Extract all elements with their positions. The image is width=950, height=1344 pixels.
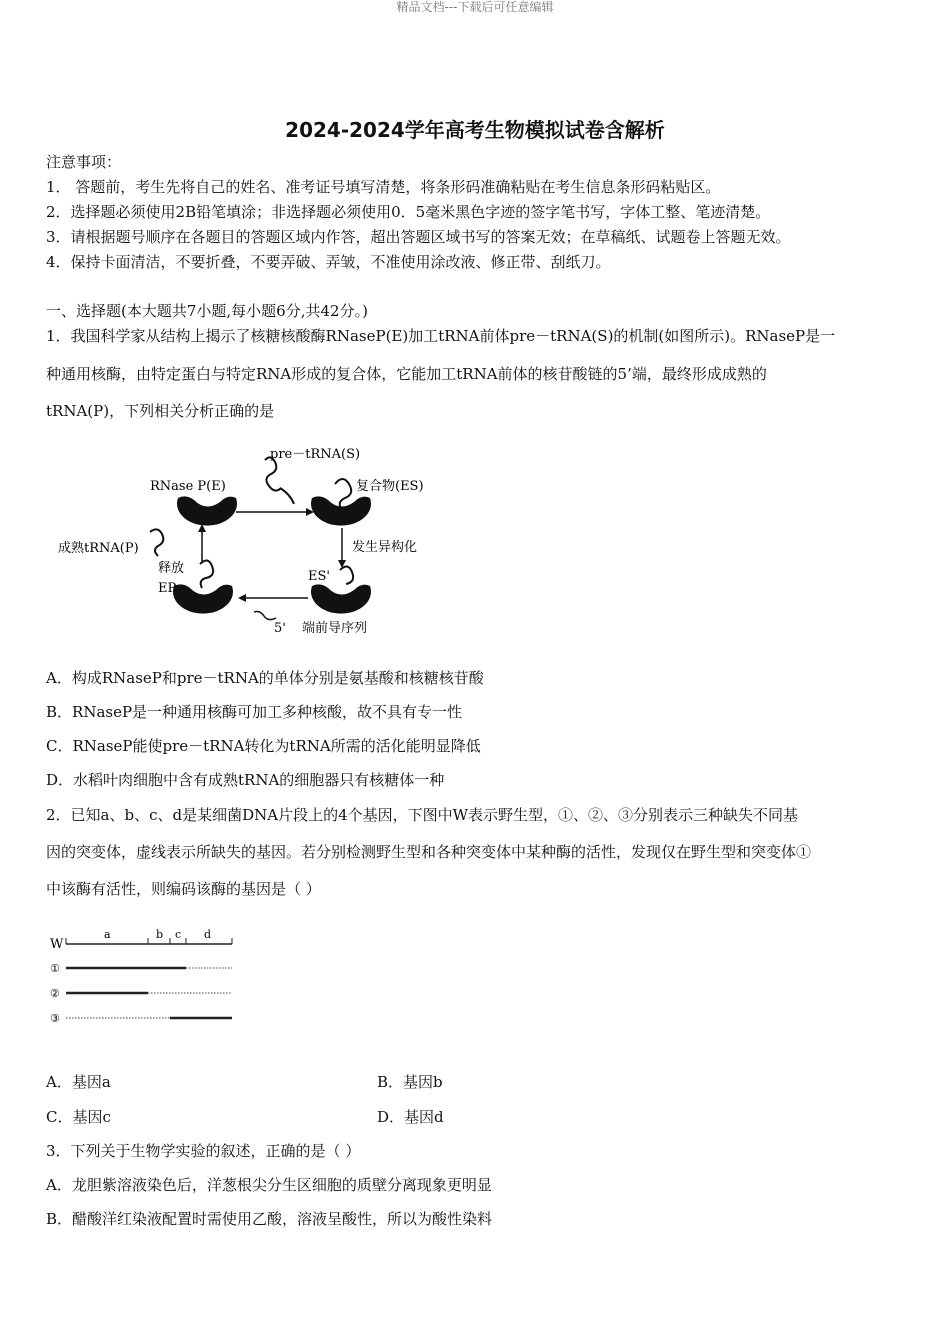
label-leader: 端前导序列 <box>302 621 368 636</box>
enzyme-ep-shape <box>173 584 233 613</box>
note-item: 2．选择题必须使用2B铅笔填涂；非选择题必须使用0．5毫米黑色字迹的签字笔书写，字体工整、笔迹清楚。 <box>46 203 771 221</box>
q2-option-d: D．基因d <box>377 1108 444 1126</box>
enzyme-es2-shape <box>311 584 371 613</box>
rnasep-cycle-figure <box>50 436 460 646</box>
q1-option-c: C．RNaseP能使pre－tRNA转化为tRNA所需的活化能明显降低 <box>46 737 481 755</box>
gene-d-label: d <box>204 928 212 941</box>
label-rnasep: RNase P(E) <box>150 479 226 494</box>
q2-option-c: C．基因c <box>46 1108 111 1126</box>
section-heading: 一、选择题(本大题共7小题,每小题6分,共42分。) <box>46 302 368 320</box>
label-es: 复合物(ES) <box>356 479 424 494</box>
q1-option-a: A．构成RNaseP和pre－tRNA的单体分别是氨基酸和核糖核苷酸 <box>46 669 484 687</box>
question-2-line: 因的突变体，虚线表示所缺失的基因。若分别检测野生型和各种突变体中某种酶的活性，发现仅在野生型和突变体① <box>46 843 812 861</box>
question-1-line: 1．我国科学家从结构上揭示了核糖核酸酶RNaseP(E)加工tRNA前体pre－tRNA(S)的机制(如图所示)。RNaseP是一 <box>46 327 836 345</box>
label-pre-trna: pre－tRNA(S) <box>270 447 361 462</box>
page-title: 2024-2024学年高考生物模拟试卷含解析 <box>285 118 665 142</box>
notes-heading: 注意事项： <box>46 153 122 171</box>
row-3-label: ③ <box>50 1012 60 1025</box>
q3-option-a: A．龙胆紫溶液染色后，洋葱根尖分生区细胞的质壁分离现象更明显 <box>46 1176 492 1194</box>
note-item: 4．保持卡面清洁，不要折叠，不要弄破、弄皱，不准使用涂改液、修正带、刮纸刀。 <box>46 253 611 271</box>
q2-option-b: B．基因b <box>377 1073 443 1091</box>
note-item: 3．请根据题号顺序在各题目的答题区域内作答，超出答题区域书写的答案无效；在草稿纸、试题卷上答题无效。 <box>46 228 791 246</box>
enzyme-e-shape <box>177 496 237 525</box>
q3-option-b: B．醋酸洋红染液配置时需使用乙酸，溶液呈酸性，所以为酸性染料 <box>46 1210 493 1228</box>
label-es-prime: ES' <box>308 569 330 584</box>
pre-trna-squiggle <box>265 457 281 490</box>
gene-a-label: a <box>104 928 111 941</box>
note-item: 1． 答题前，考生先将自己的姓名、准考证号填写清楚，将条形码准确粘贴在考生信息条形码粘贴区。 <box>46 178 721 196</box>
question-1-line: 种通用核酶，由特定蛋白与特定RNA形成的复合体，它能加工tRNA前体的核苷酸链的5’端，最终形成成熟的 <box>46 365 767 383</box>
label-release: 释放 <box>158 561 185 576</box>
pre-trna-tail <box>280 488 294 504</box>
gene-b-label: b <box>156 928 164 941</box>
gene-deletion-figure <box>44 918 244 1034</box>
row-2-label: ② <box>50 987 60 1000</box>
q1-option-b: B．RNaseP是一种通用核酶可加工多种核酸，故不具有专一性 <box>46 703 463 721</box>
q1-option-d: D．水稻叶肉细胞中含有成熟tRNA的细胞器只有核糖体一种 <box>46 771 445 789</box>
question-2-line: 2．已知a、b、c、d是某细菌DNA片段上的4个基因，下图中W表示野生型，①、②、③分别表示三种缺失不同基 <box>46 806 799 824</box>
question-3-stem: 3．下列关于生物学实验的叙述，正确的是（ ） <box>46 1142 361 1160</box>
q2-option-a: A．基因a <box>46 1073 111 1091</box>
row-1-label: ① <box>50 962 60 975</box>
question-2-line: 中该酶有活性，则编码该酶的基因是（ ） <box>46 880 321 898</box>
label-5-prime: 5' <box>274 621 286 636</box>
label-isomer: 发生异构化 <box>352 540 418 555</box>
label-w: W <box>50 937 64 952</box>
label-ep: EP <box>158 581 177 596</box>
label-mature-trna: 成熟tRNA(P) <box>58 541 139 556</box>
header-watermark: 精品文档---下载后可任意编辑 <box>396 0 554 14</box>
question-1-line: tRNA(P)，下列相关分析正确的是 <box>46 402 275 420</box>
gene-c-label: c <box>175 928 182 941</box>
